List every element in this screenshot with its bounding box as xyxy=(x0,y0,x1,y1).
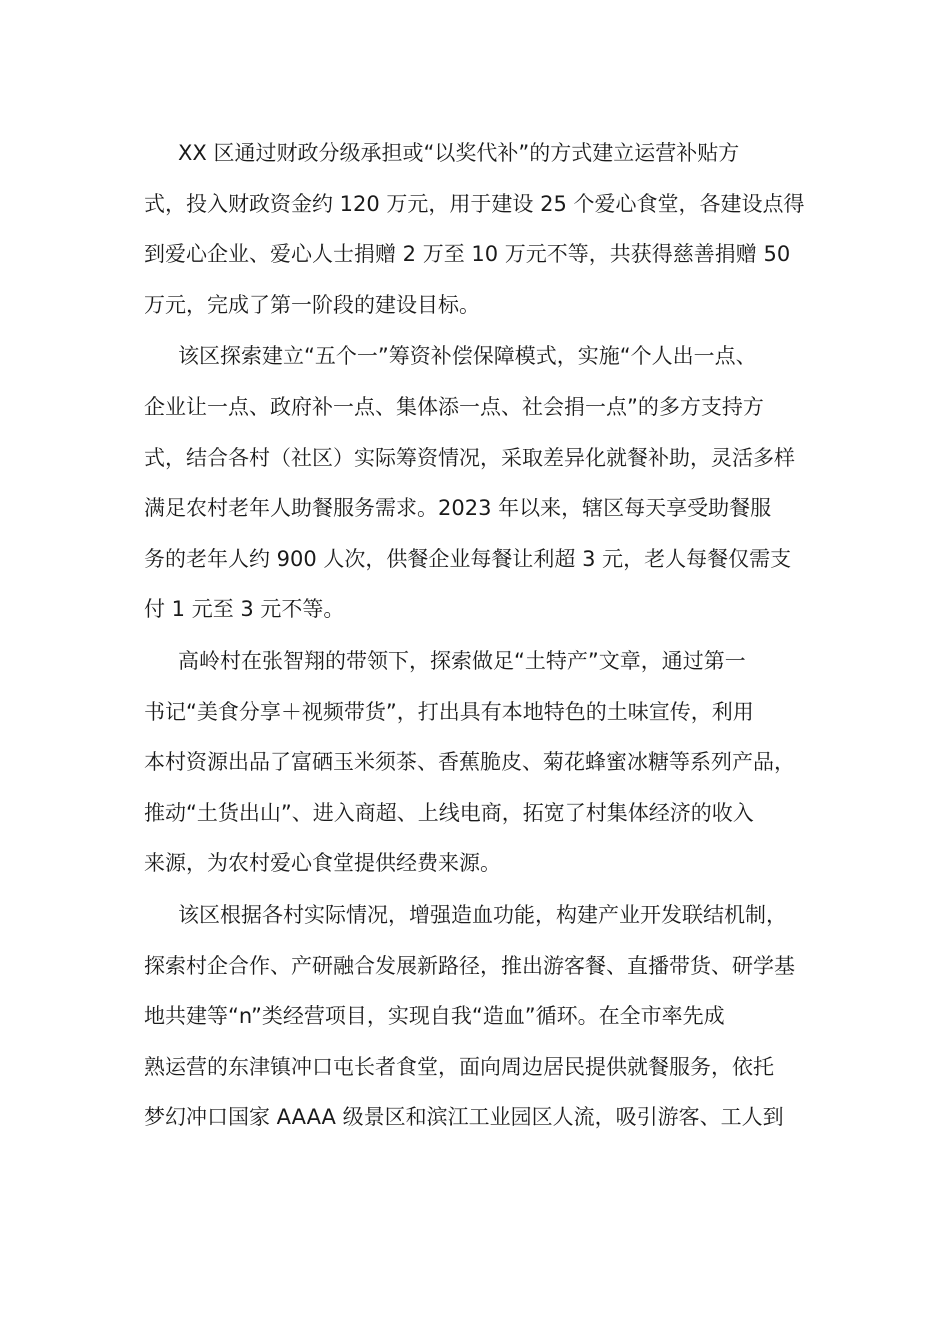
text-line: 推动“土货出山”、进入商超、上线电商，拓宽了村集体经济的收入 xyxy=(144,800,754,825)
text-line: 企业让一点、政府补一点、集体添一点、社会捐一点”的多方支持方 xyxy=(144,394,764,419)
text-line: 该区根据各村实际情况，增强造血功能，构建产业开发联结机制， xyxy=(178,902,787,927)
text-line: 探索村企合作、产研融合发展新路径，推出游客餐、直播带货、研学基 xyxy=(144,953,795,978)
text-line: 高岭村在张智翔的带领下，探索做足“土特产”文章，通过第一 xyxy=(178,648,746,673)
paragraph-self-sustaining xyxy=(144,890,814,1143)
text-line: 满足农村老年人助餐服务需求。2023 年以来，辖区每天享受助餐服 xyxy=(144,496,772,521)
text-line: 来源，为农村爱心食堂提供经费来源。 xyxy=(144,851,501,876)
text-line: 务的老年人约 900 人次，供餐企业每餐让利超 3 元，老人每餐仅需支 xyxy=(144,546,792,571)
paragraph-funding-model xyxy=(144,331,814,635)
paragraph-local-products xyxy=(144,636,814,889)
text-line: 本村资源出品了富硒玉米须茶、香蕉脆皮、菊花蜂蜜冰糖等系列产品， xyxy=(144,750,795,775)
paragraph-operating-subsidy xyxy=(144,128,814,330)
text-line: 地共建等“n”类经营项目，实现自我“造血”循环。在全市率先成 xyxy=(144,1004,725,1029)
text-line: 式，投入财政资金约 120 万元，用于建设 25 个爱心食堂，各建设点得 xyxy=(144,191,805,216)
text-line: 付 1 元至 3 元不等。 xyxy=(144,597,345,622)
text-line: 万元，完成了第一阶段的建设目标。 xyxy=(144,292,480,317)
text-line: 熟运营的东津镇冲口屯长者食堂，面向周边居民提供就餐服务，依托 xyxy=(144,1054,774,1079)
text-line: 梦幻冲口国家 AAAA 级景区和滨江工业园区人流，吸引游客、工人到 xyxy=(144,1105,784,1130)
text-line: 到爱心企业、爱心人士捐赠 2 万至 10 万元不等，共获得慈善捐赠 50 xyxy=(144,242,791,267)
text-line: 书记“美食分享＋视频带货”，打出具有本地特色的土味宣传，利用 xyxy=(144,699,754,724)
document-body xyxy=(144,128,814,1144)
text-line: 式，结合各村（社区）实际筹资情况，采取差异化就餐补助，灵活多样 xyxy=(144,445,795,470)
text-line: 该区探索建立“五个一”筹资补偿保障模式，实施“个人出一点、 xyxy=(178,344,757,369)
text-line: XX 区通过财政分级承担或“以奖代补”的方式建立运营补贴方 xyxy=(178,141,740,165)
